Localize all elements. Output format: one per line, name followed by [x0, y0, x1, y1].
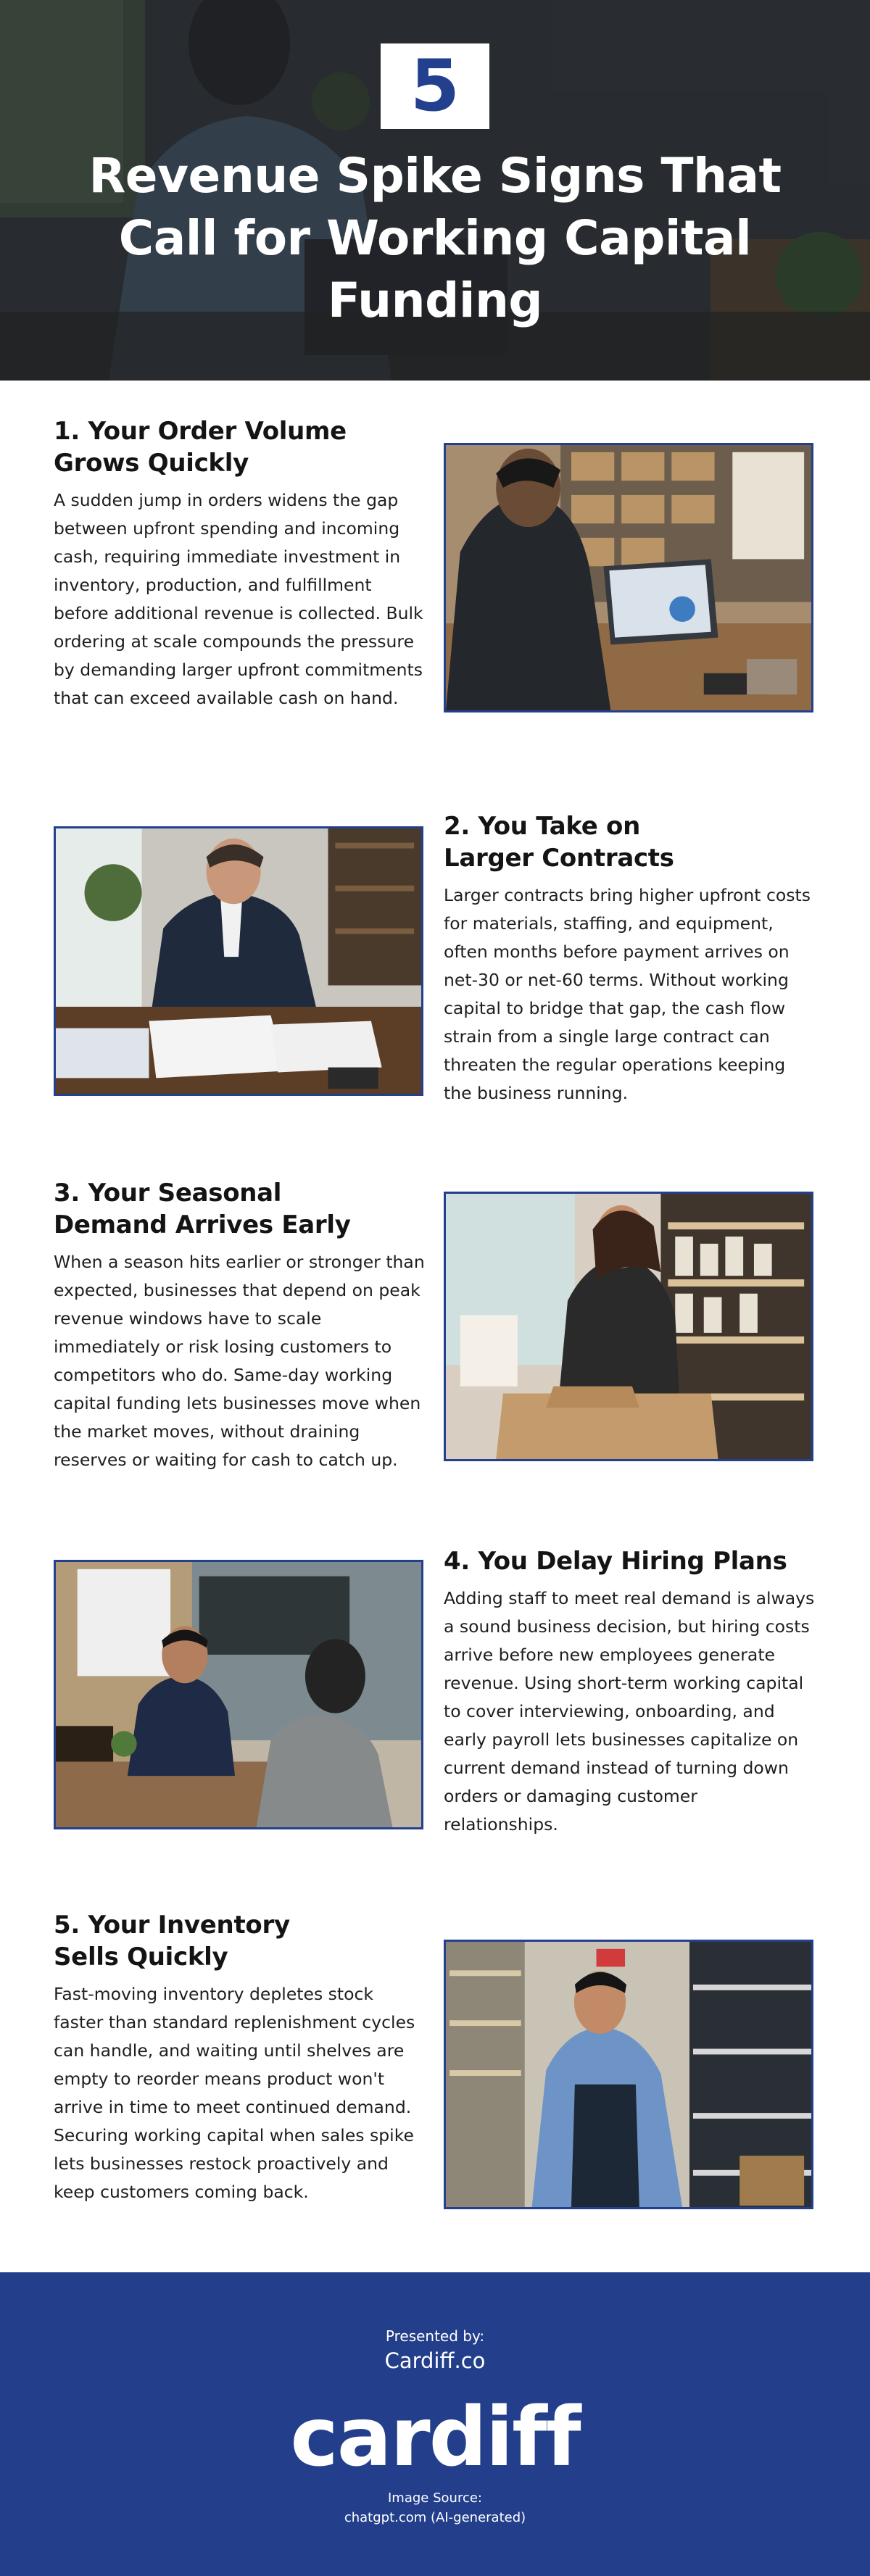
hiring-interview-photo	[56, 1562, 421, 1827]
number-badge	[381, 43, 489, 129]
section-title: 1. Your Order Volume Grows Quickly	[54, 417, 347, 478]
section-title: 5. Your Inventory Sells Quickly	[54, 1911, 290, 1972]
section-image	[444, 1192, 813, 1461]
section-seasonal-demand	[0, 1147, 870, 1516]
image-source-value: chatgpt.com (AI-generated)	[344, 2510, 526, 2525]
section-title: 4. You Delay Hiring Plans	[444, 1547, 787, 1576]
section-delay-hiring	[0, 1516, 870, 1879]
section-larger-contracts	[0, 776, 870, 1147]
section-body: When a season hits earlier or stronger than expected, businesses that depend on peak revenue windows have to scale immediately or risk losing customers to competitors who do. Same-day working capital funding lets businesses move when the market moves, without draining reserves or waiting for cash to catch up.	[54, 1252, 425, 1470]
number-badge-value: 5	[410, 45, 460, 128]
section-text	[444, 1545, 817, 1839]
section-image	[54, 1560, 423, 1829]
section-body: Larger contracts bring higher upfront costs for materials, staffing, and equipment, often months before payment arrives on net-30 or net-60 terms. Without working capital to bridge that gap, the cash flow strain from a single large contract can threaten the regular operations keeping the business running.	[444, 885, 811, 1103]
presented-by-company: Cardiff.co	[384, 2348, 486, 2373]
presented-by-label: Presented by:	[385, 2327, 485, 2345]
section-body: A sudden jump in orders widens the gap between upfront spending and incoming cash, requiring immediate investment in inventory, production, and fulfillment before additional revenue is collected. Bulk ordering at scale compounds the pressure by demanding larger upfront commitments that can exceed available cash on hand.	[54, 490, 423, 708]
section-body: Adding staff to meet real demand is always a sound business decision, but hiring costs arrive before new employees generate revenue. Using short-term working capital to cover interviewing, onboarding, and early payroll lets businesses capitalize on current demand instead of turning down orders or damaging customer relationships.	[444, 1588, 815, 1835]
warehouse-office-photo	[446, 445, 811, 710]
section-text	[54, 1909, 427, 2206]
section-image	[444, 1940, 813, 2209]
empty-shelves-photo	[446, 1942, 811, 2207]
contract-signing-photo	[56, 828, 421, 1094]
image-source-label: Image Source:	[388, 2490, 482, 2506]
section-image	[54, 826, 423, 1096]
section-text	[444, 810, 817, 1108]
page-title: Revenue Spike Signs That Call for Working Capital Funding	[88, 148, 782, 328]
footer	[0, 2272, 870, 2576]
section-inventory-sells	[0, 1879, 870, 2272]
section-image	[444, 443, 813, 712]
hero-banner	[0, 0, 870, 381]
section-text	[54, 1177, 427, 1474]
shop-restocking-photo	[446, 1194, 811, 1459]
section-order-volume	[0, 381, 870, 776]
section-body: Fast-moving inventory depletes stock faster than standard replenishment cycles can handle, and waiting until shelves are empty to reorder means product won't arrive in time to meet continued demand. Securing working capital when sales spike lets businesses restock proactively and keep customers coming back.	[54, 1984, 415, 2202]
section-text	[54, 415, 427, 712]
section-title: 2. You Take on Larger Contracts	[444, 812, 674, 873]
section-title: 3. Your Seasonal Demand Arrives Early	[54, 1179, 351, 1239]
brand-logo: cardiff	[290, 2390, 580, 2485]
